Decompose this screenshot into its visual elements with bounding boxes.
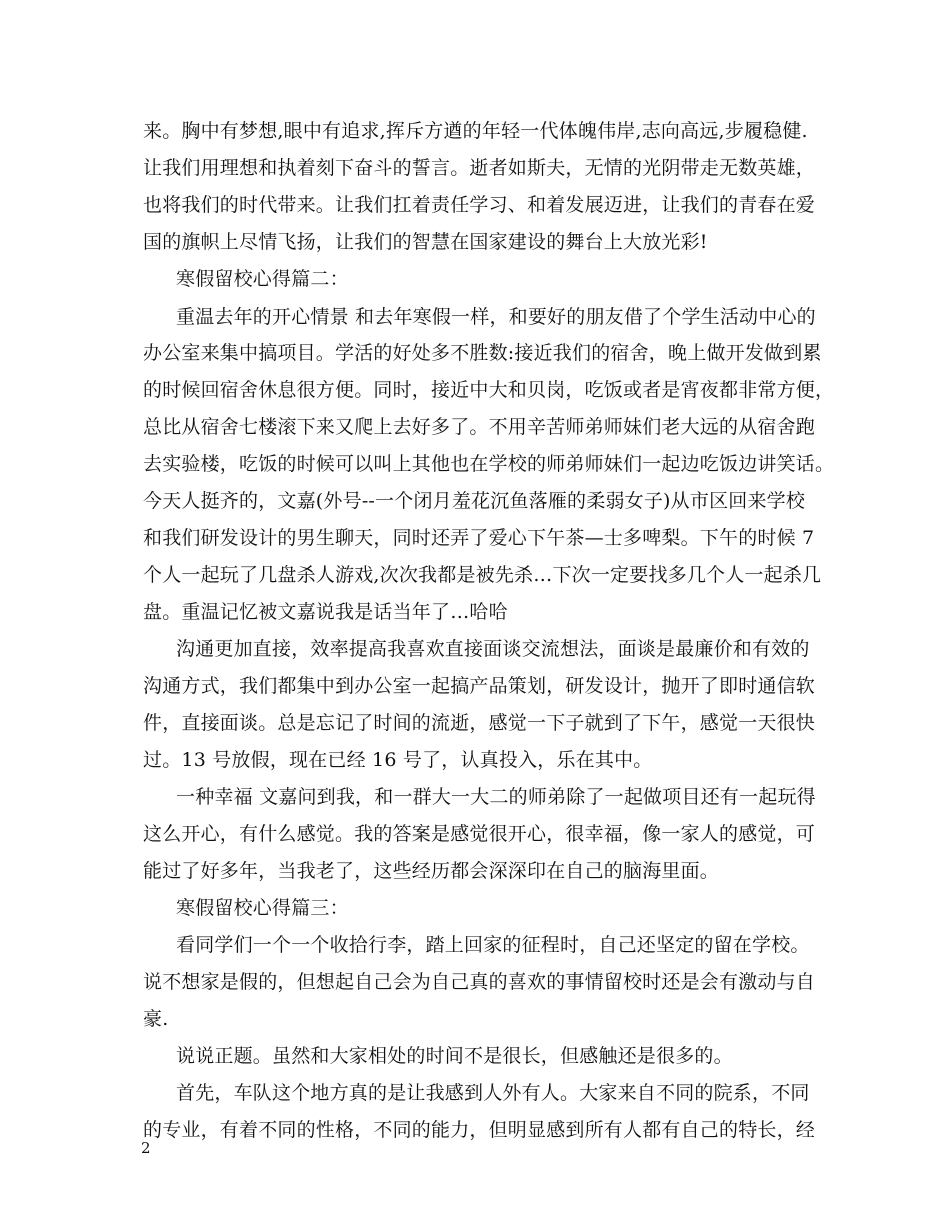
section-heading: 寒假留校心得篇二： bbox=[176, 268, 349, 290]
text-line: 豪. bbox=[143, 1008, 169, 1030]
text-line: 个人一起玩了几盘杀人游戏,次次我都是被先杀…下次一定要找多几个人一起杀几 bbox=[143, 564, 822, 586]
text-line: 盘。重温记忆被文嘉说我是话当年了…哈哈 bbox=[143, 601, 508, 623]
text-line: 说不想家是假的，但想起自己会为自己真的喜欢的事情留校时还是会有激动与自 bbox=[143, 971, 816, 993]
text-line: 的时候回宿舍休息很方便。同时，接近中大和贝岗，吃饭或者是宵夜都非常方便， bbox=[143, 379, 835, 401]
text-line: 重温去年的开心情景 和去年寒假一样，和要好的朋友借了个学生活动中心的 bbox=[176, 306, 816, 328]
text-line: 首先，车队这个地方真的是让我感到人外有人。大家来自不同的院系，不同 bbox=[176, 1082, 810, 1104]
text-line: 能过了好多年，当我老了，这些经历都会深深印在自己的脑海里面。 bbox=[143, 860, 720, 882]
text-line: 一种幸福 文嘉问到我，和一群大一大二的师弟除了一起做项目还有一起玩得 bbox=[176, 786, 816, 808]
text-line: 过。13 号放假，现在已经 16 号了，认真投入，乐在其中。 bbox=[143, 749, 653, 771]
section-heading: 寒假留校心得篇三： bbox=[176, 897, 349, 919]
text-line: 和我们研发设计的男生聊天，同时还弄了爱心下午茶—士多啤梨。下午的时候 7 bbox=[143, 527, 815, 549]
text-line: 这么开心，有什么感觉。我的答案是感觉很开心，很幸福，像一家人的感觉，可 bbox=[143, 823, 816, 845]
text-line: 沟通更加直接，效率提高我喜欢直接面谈交流想法，面谈是最廉价和有效的 bbox=[176, 638, 810, 660]
text-line: 总比从宿舍七楼滚下来又爬上去好多了。不用辛苦师弟师妹们老大远的从宿舍跑 bbox=[143, 416, 816, 438]
text-line: 的专业，有着不同的性格，不同的能力，但明显感到所有人都有自己的特长，经 bbox=[143, 1119, 816, 1141]
text-line: 办公室来集中搞项目。学活的好处多不胜数:接近我们的宿舍，晚上做开发做到累 bbox=[143, 342, 822, 364]
page-number: 2 bbox=[141, 1139, 151, 1157]
text-line: 国的旗帜上尽情飞扬，让我们的智慧在国家建设的舞台上大放光彩! bbox=[143, 231, 708, 253]
text-line: 沟通方式，我们都集中到办公室一起搞产品策划，研发设计，抛开了即时通信软 bbox=[143, 675, 816, 697]
text-line: 看同学们一个一个收拾行李，踏上回家的征程时，自己还坚定的留在学校。 bbox=[176, 934, 810, 956]
text-line: 让我们用理想和执着刻下奋斗的誓言。逝者如斯夫，无情的光阴带走无数英雄， bbox=[143, 157, 816, 179]
text-line: 今天人挺齐的，文嘉(外号--一个闭月羞花沉鱼落雁的柔弱女子)从市区回来学校 bbox=[143, 490, 806, 512]
text-line: 件，直接面谈。总是忘记了时间的流逝，感觉一下子就到了下午，感觉一天很快 bbox=[143, 712, 816, 734]
text-line: 说说正题。虽然和大家相处的时间不是很长，但感触还是很多的。 bbox=[176, 1045, 733, 1067]
text-line: 也将我们的时代带来。让我们扛着责任学习、和着发展迈进，让我们的青春在爱 bbox=[143, 194, 816, 216]
text-line: 去实验楼，吃饭的时候可以叫上其他也在学校的师弟师妹们一起边吃饭边讲笑话。 bbox=[143, 453, 835, 475]
text-line: 来。胸中有梦想,眼中有追求,挥斥方遒的年轻一代体魄伟岸,志向高远,步履稳健. bbox=[143, 120, 808, 142]
